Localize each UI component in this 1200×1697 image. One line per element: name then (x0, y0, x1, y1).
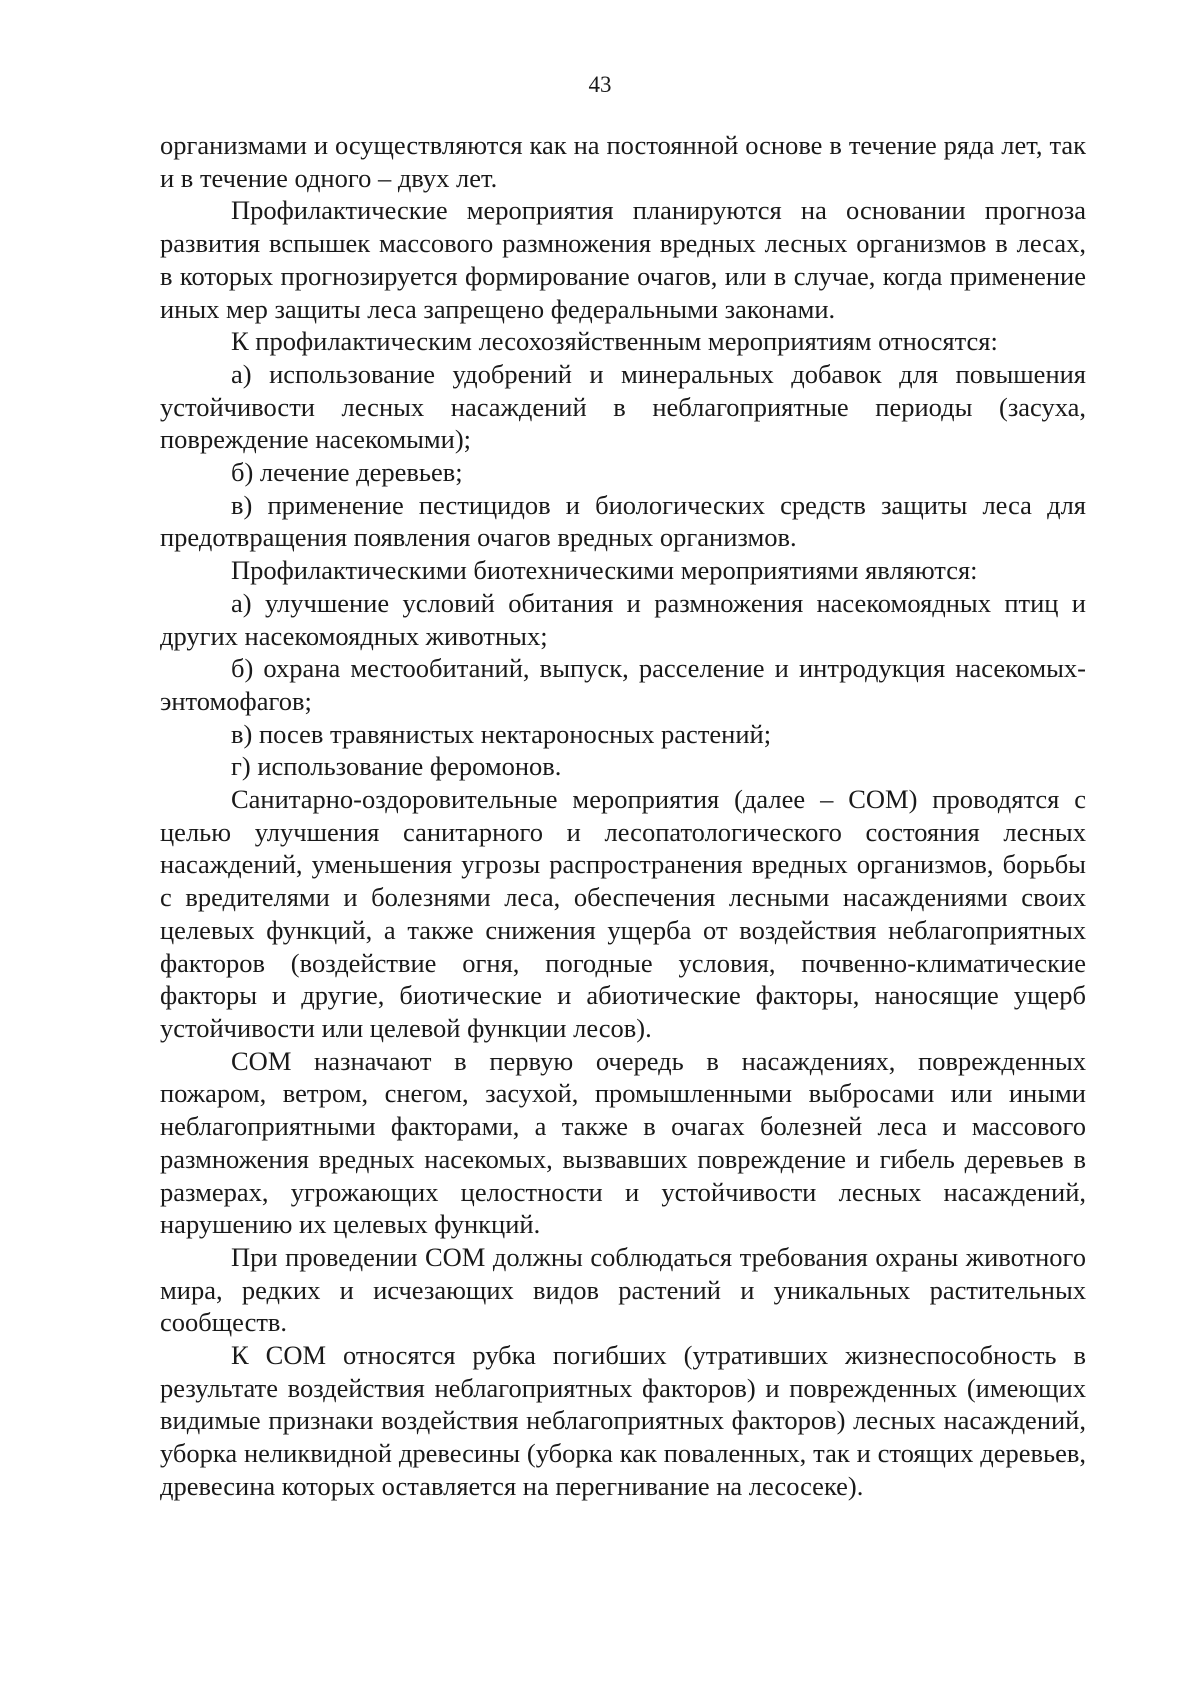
paragraph: а) улучшение условий обитания и размножения насекомоядных птиц и других насекомоядных животных; (160, 587, 1086, 651)
paragraph: К СОМ относятся рубка погибших (утративших жизнеспособность в результате воздействия неблагоприятных факторов) и поврежденных (имеющих видимые признаки воздействия неблагоприятных факторов) лесных насаждений, уборка неликвидной древесины (уборка как поваленных, так и стоящих деревьев, древесина которых оставляется на перегнивание на лесосеке). (160, 1340, 1086, 1501)
paragraph: СОМ назначают в первую очередь в насаждениях, поврежденных пожаром, ветром, снегом, засухой, промышленными выбросами или иными неблагоприятными факторами, а также в очагах болезней леса и массового размножения вредных насекомых, вызвавших повреждение и гибель деревьев в размерах, угрожающих целостности и устойчивости лесных насаждений, нарушению их целевых функций. (160, 1045, 1086, 1240)
paragraph: организмами и осуществляются как на постоянной основе в течение ряда лет, так и в течение одного – двух лет. (160, 130, 1086, 193)
document-body (160, 129, 1086, 1503)
paragraph: а) использование удобрений и минеральных добавок для повышения устойчивости лесных насаждений в неблагоприятные периоды (засуха, повреждение насекомыми); (160, 358, 1086, 455)
paragraph: Профилактические мероприятия планируются на основании прогноза развития вспышек массового размножения вредных лесных организмов в лесах, в которых прогнозируется формирование очагов, или в случае, когда применение иных мер защиты леса запрещено федеральными законами. (160, 195, 1086, 324)
paragraph: б) охрана местообитаний, выпуск, расселение и интродукция насекомых-энтомофагов; (160, 653, 1086, 716)
paragraph: в) посев травянистых нектароносных растений; (231, 718, 772, 749)
paragraph: Санитарно-оздоровительные мероприятия (далее – СОМ) проводятся с целью улучшения санитарного и лесопатологического состояния лесных насаждений, уменьшения угрозы распространения вредных организмов, борьбы с вредителями и болезнями леса, обеспечения лесными насаждениями своих целевых функций, а также снижения ущерба от воздействия неблагоприятных факторов (воздействие огня, погодные условия, почвенно-климатические факторы и другие, биотические и абиотические факторы, наносящие ущерб устойчивости или целевой функции лесов). (160, 784, 1086, 1043)
paragraph: г) использование феромонов. (231, 751, 562, 782)
paragraph: в) применение пестицидов и биологических средств защиты леса для предотвращения появления очагов вредных организмов. (160, 489, 1086, 553)
page-number: 43 (588, 72, 612, 97)
paragraph: б) лечение деревьев; (231, 457, 463, 488)
paragraph: К профилактическим лесохозяйственным мероприятиям относятся: (231, 326, 998, 357)
paragraph: Профилактическими биотехническими мероприятиями являются: (231, 555, 978, 586)
paragraph: При проведении СОМ должны соблюдаться требования охраны животного мира, редких и исчезающих видов растений и уникальных растительных сообществ. (160, 1241, 1086, 1338)
